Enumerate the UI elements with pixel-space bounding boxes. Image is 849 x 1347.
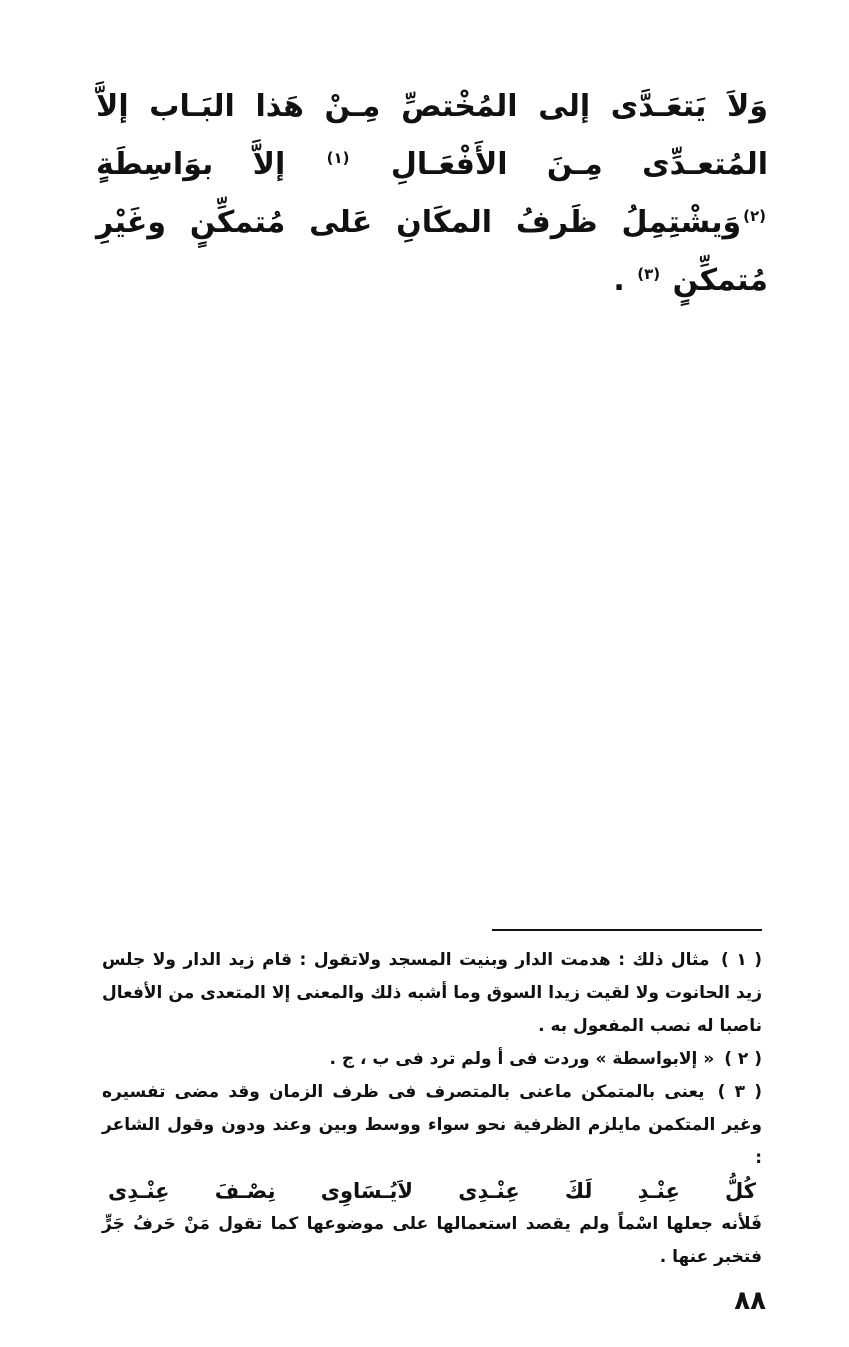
- main-line-2-middle: إلاَّ بوَاسِطَةٍ: [96, 147, 286, 182]
- verse-word: كُلُّ: [725, 1179, 756, 1203]
- verse-word: نِصْـفَ: [214, 1179, 276, 1203]
- verse-word: لَكَ: [564, 1179, 593, 1203]
- footnote-2-number: ( ٢ ): [724, 1049, 762, 1069]
- verse-word: عِنْـدِى: [108, 1179, 170, 1203]
- verse-word: عِنْـدِى: [458, 1179, 520, 1203]
- verse-word: عِنْـدِ: [637, 1179, 680, 1203]
- footnote-3-number: ( ٣ ): [717, 1082, 762, 1102]
- footnote-1: [102, 944, 762, 1043]
- footnote-3-continuation: [102, 1208, 762, 1274]
- footnote-3-continuation-text: فَلأنه جعلها اسْماً ولم يقصد استعمالها على موضوعها كما تقول مَنْ حَرفُ جَرٍّ فتخبر عنها .: [102, 1214, 762, 1267]
- poetry-verse: [102, 1175, 762, 1208]
- footnote-ref-3: (٣): [637, 265, 661, 283]
- footnote-3-text: يعنى بالمتمكن ماعنى بالمتصرف فى ظرف الزمان وقد مضى تفسيره وغير المتكمن مايلزم الظرفية نحو سواء ووسط وبين وعند ودون وقول الشاعر :: [102, 1082, 762, 1168]
- main-text: [96, 78, 768, 310]
- page-number: ٨٨: [734, 1286, 766, 1316]
- footnotes: [102, 944, 762, 1274]
- footnote-2: [102, 1043, 762, 1076]
- main-line-1: وَلاَ يَتعَـدَّى إلى المُخْتصِّ مِـنْ هَذا البَـاب إلاَّ المُتعـدِّى: [96, 89, 768, 182]
- main-line-2-start: مِـنَ الأَفْعَـالِ: [390, 147, 603, 182]
- footnote-ref-2: (٢): [743, 207, 766, 225]
- verse-word: لاَيُـسَاوِى: [320, 1179, 413, 1203]
- footnote-3: [102, 1076, 762, 1175]
- footnote-ref-1: (١): [326, 149, 350, 167]
- main-line-3-end: .: [613, 263, 625, 298]
- footnote-1-number: ( ١ ): [721, 950, 762, 970]
- footnote-separator: [492, 929, 762, 931]
- footnote-1-text: مثال ذلك : هدمت الدار وبنيت المسجد ولاتقول : قام زيد الدار ولا جلس زيد الحانوت ولا لقيت زيدا السوق وما أشبه ذلك والمعنى إلا المتعدى من الأفعال ناصبا له نصب المفعول به .: [102, 950, 762, 1036]
- main-line-2-end: وَيشْتِمِلُ ظَرفُ المكَانِ عَلى مُتمكِّنٍ: [189, 205, 742, 240]
- footnote-2-text: « إلابواسطة » وردت فى أ ولم ترد فى ب ، ج .: [329, 1049, 715, 1069]
- main-line-3-start: وغَيْرِ مُتمكِّنٍ: [96, 205, 768, 298]
